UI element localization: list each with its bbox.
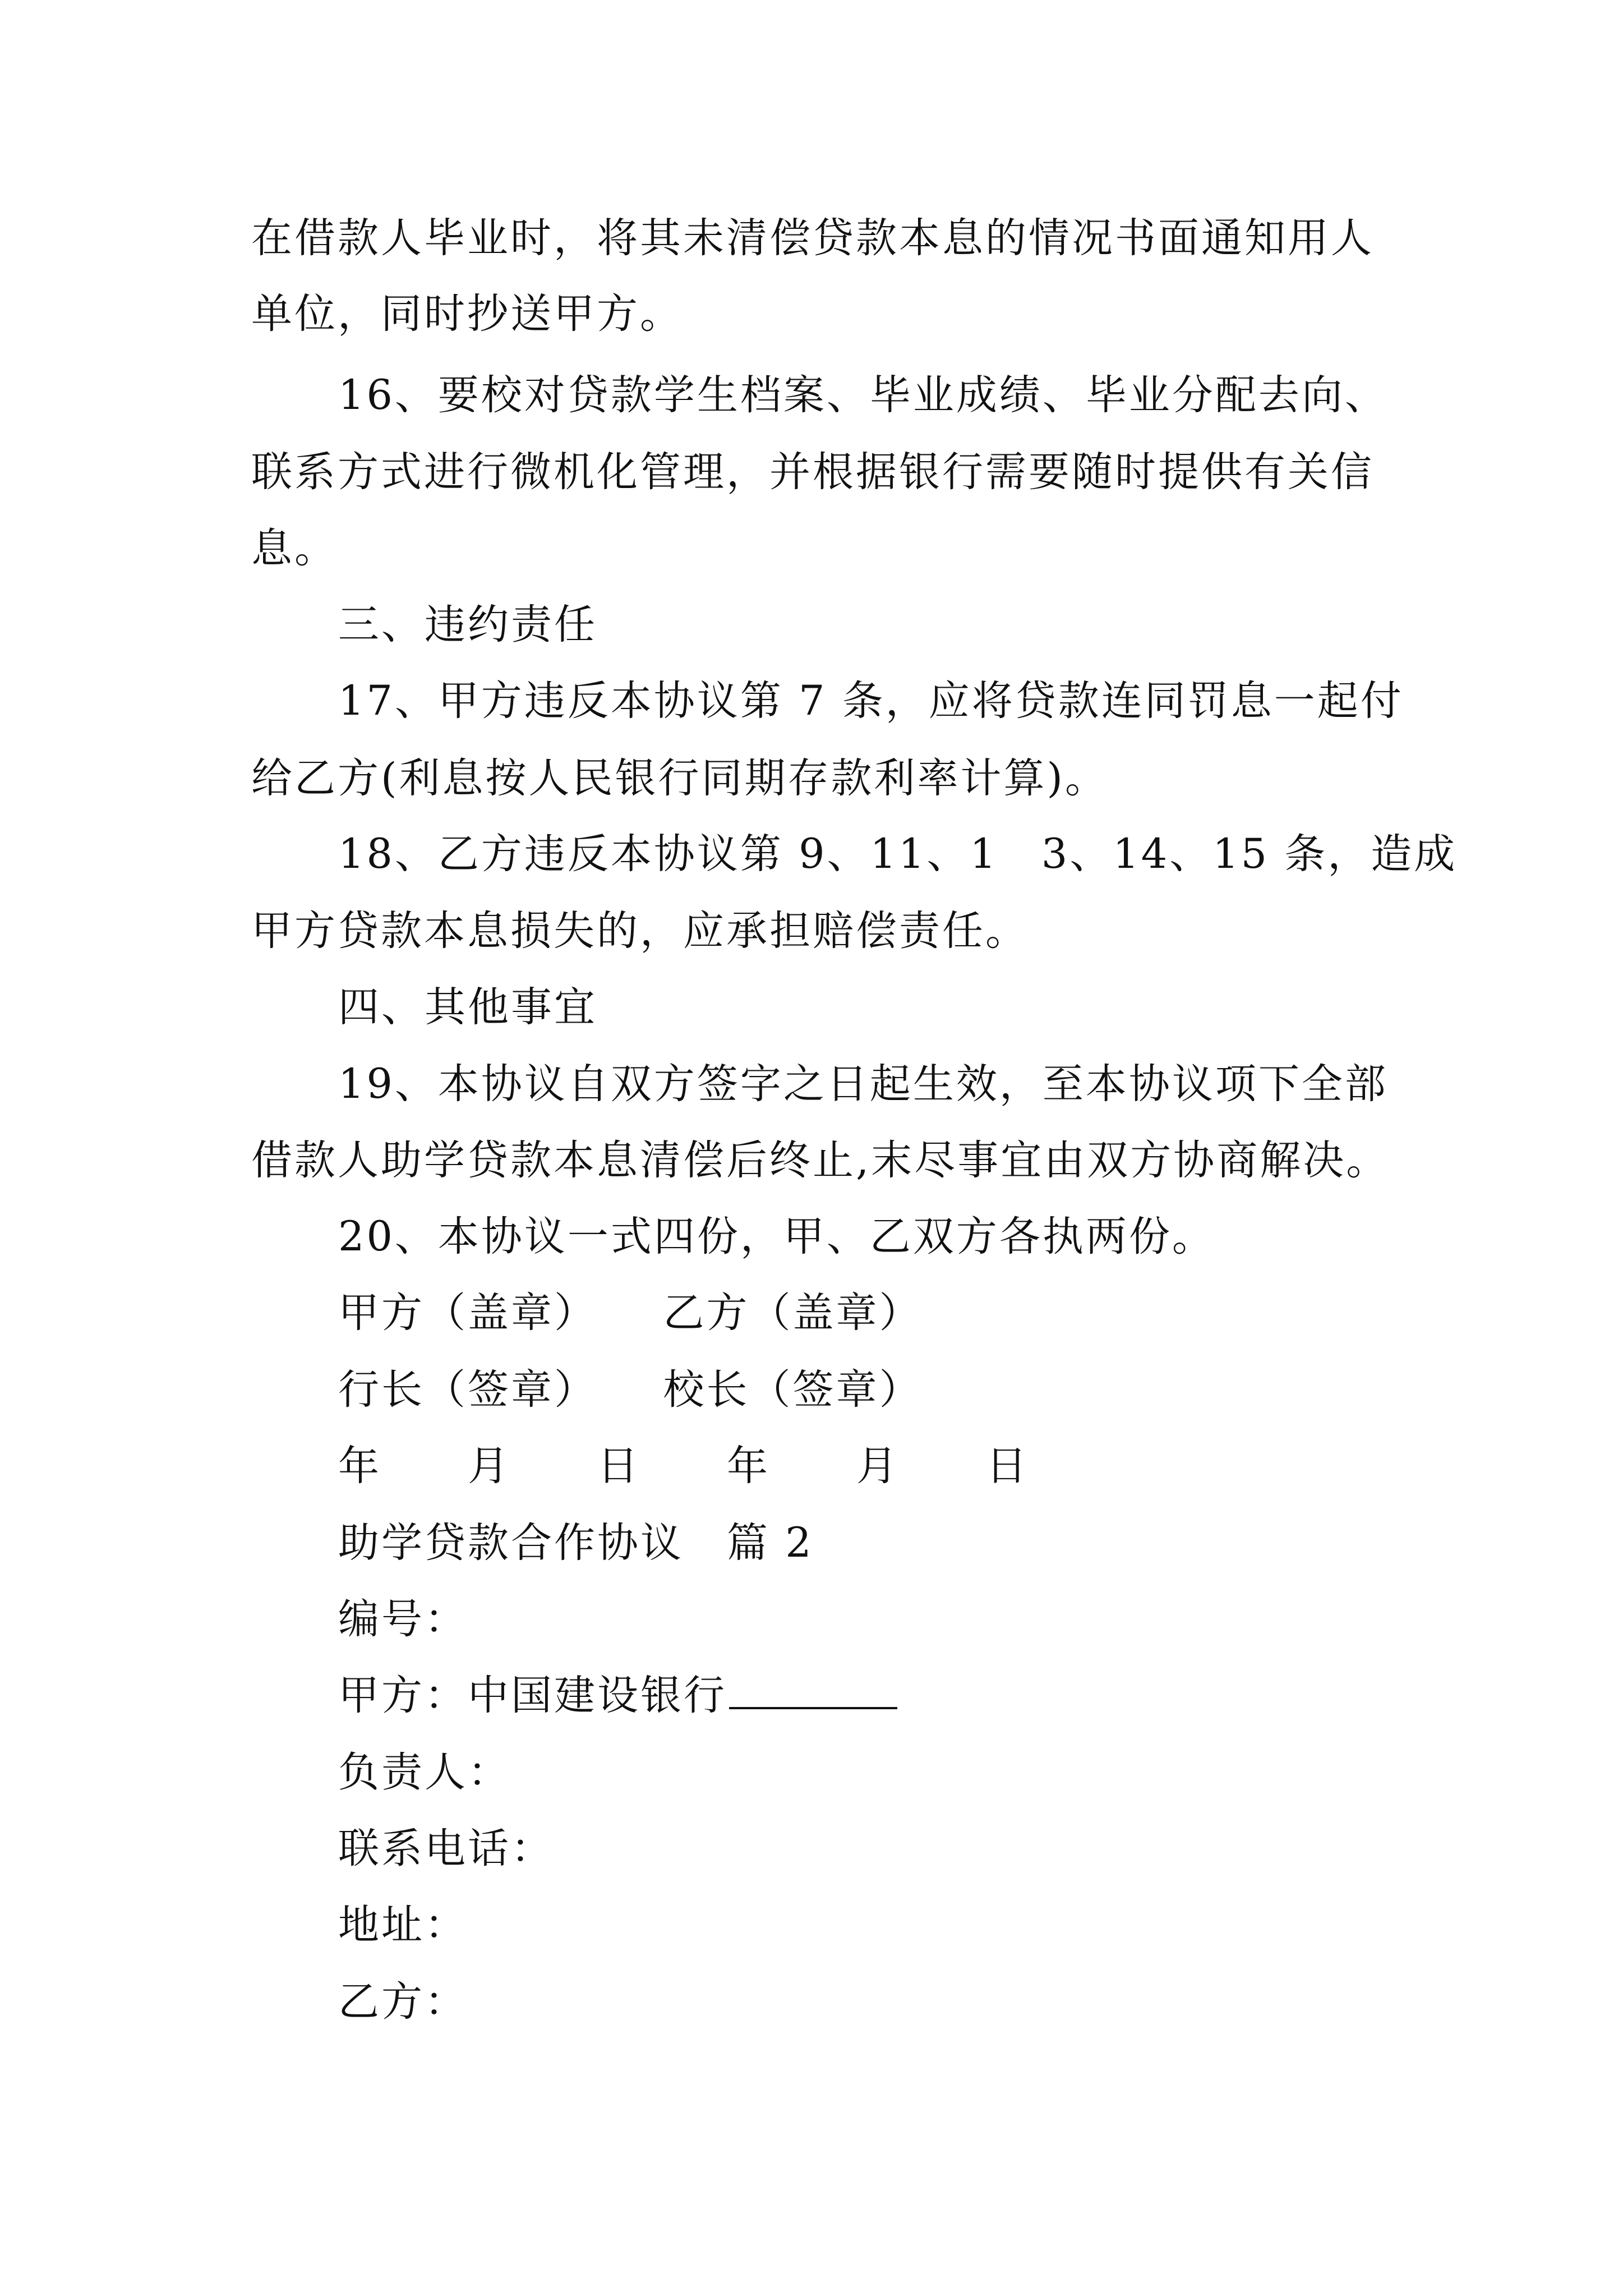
section-heading: 三、违约责任 (338, 601, 597, 648)
text-line: 19、本协议自双方签字之日起生效，至本协议项下全部 (338, 1060, 1388, 1108)
text-line: 18、乙方违反本协议第 9、11、1 3、14、15 条，造成 (338, 830, 1458, 878)
signature-line: 行长（签章） 校长（签章） (338, 1366, 923, 1414)
date-line: 年 月 日 年 月 日 (338, 1442, 1029, 1490)
field-phone: 联系电话： (338, 1825, 554, 1872)
section-heading: 四、其他事宜 (338, 983, 597, 1031)
text-line: 息。 (251, 524, 338, 572)
field-party-b: 乙方： (338, 1978, 468, 2026)
text-line: 20、本协议一式四份，甲、乙双方各执两份。 (338, 1213, 1215, 1260)
text-line: 在借款人毕业时，将其未清偿贷款本息的情况书面通知用人 (251, 214, 1374, 262)
field-number: 编号： (338, 1595, 468, 1643)
signature-line: 甲方（盖章） 乙方（盖章） (338, 1289, 923, 1337)
agreement-title: 助学贷款合作协议 篇 2 (338, 1519, 814, 1567)
field-responsible-person: 负责人： (338, 1749, 511, 1796)
text-line: 借款人助学贷款本息清偿后终止,末尽事宜由双方协商解决。 (251, 1137, 1390, 1184)
text-line: 16、要校对贷款学生档案、毕业成绩、毕业分配去向、 (338, 371, 1388, 419)
text-line: 联系方式进行微机化管理，并根据银行需要随时提供有关信 (251, 448, 1374, 496)
field-address: 地址： (338, 1901, 468, 1949)
text-line: 甲方贷款本息损失的，应承担赔偿责任。 (251, 907, 1029, 955)
text-line: 给乙方(利息按人民银行同期存款利率计算)。 (251, 754, 1108, 802)
text-line: 17、甲方违反本协议第 7 条，应将贷款连同罚息一起付 (338, 677, 1404, 725)
field-party-a (338, 1668, 897, 1724)
field-party-a-label: 甲方：中国建设银行 (338, 1672, 727, 1719)
text-line: 单位，同时抄送甲方。 (251, 290, 683, 338)
fill-blank (729, 1704, 897, 1709)
